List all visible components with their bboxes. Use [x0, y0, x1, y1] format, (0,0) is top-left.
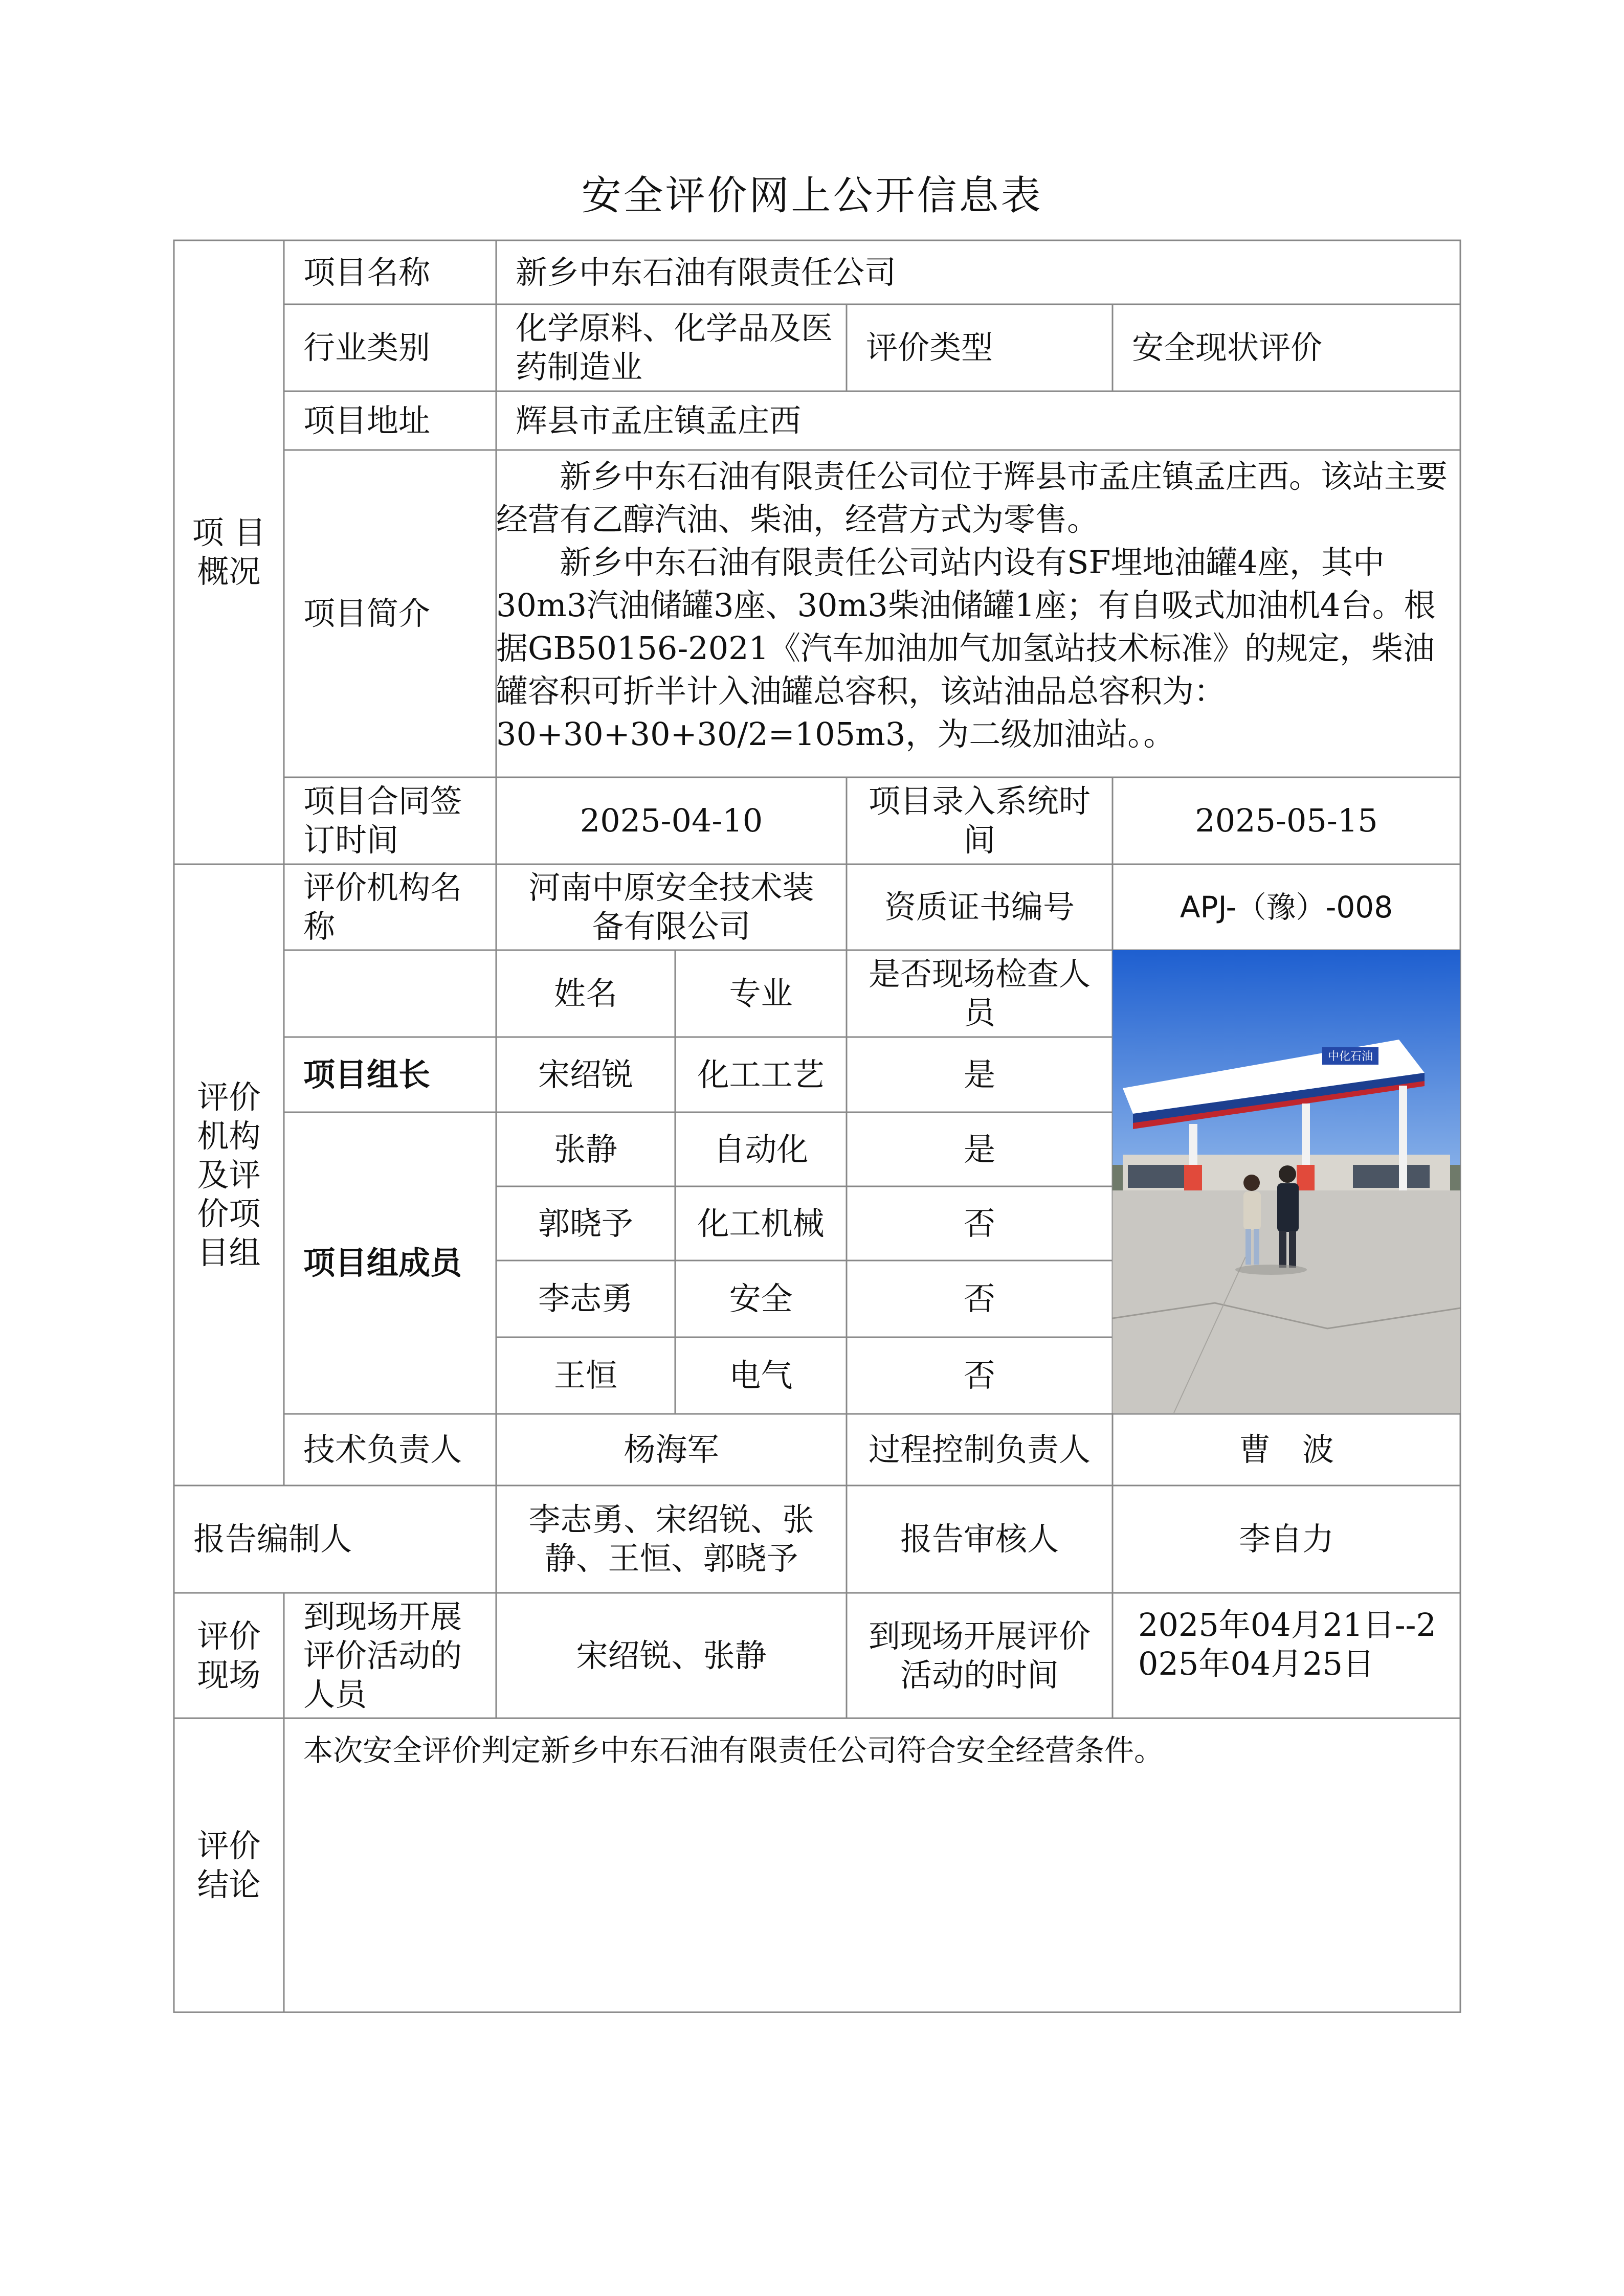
report-reviewer-label: 报告审核人 [900, 1520, 1059, 1558]
intro-text [496, 455, 1458, 756]
col-name-header: 姓名 [553, 975, 617, 1012]
address-label: 项目地址 [303, 401, 431, 439]
member-onsite: 否 [963, 1204, 995, 1242]
site-time-label: 到现场开展评价活动的时间 [868, 1617, 1091, 1694]
intro-paragraph-1: 新乡中东石油有限责任公司位于辉县市孟庄镇孟庄西。该站主要经营有乙醇汽油、柴油，经营方式为零售。 [496, 458, 1448, 538]
station-sign-text: 中化石油 [1327, 1050, 1373, 1063]
member-onsite: 否 [963, 1280, 995, 1317]
intro-paragraph-2: 新乡中东石油有限责任公司站内设有SF埋地油罐4座，其中30m3汽油储罐3座、30m3柴油储罐1座；有自吸式加油机4台。根据GB50156-2021《汽车加油加气加氢站技术标准》的规定，柴油罐容积可折半计入油罐总容积，该站油品总容积为：30+30+30+30/2=105m3，为二级加油站。。 [496, 544, 1436, 753]
page-title: 安全评价网上公开信息表 [581, 173, 1043, 219]
conclusion-text: 本次安全评价判定新乡中东石油有限责任公司符合安全经营条件。 [303, 1733, 1164, 1768]
intro-label: 项目简介 [303, 595, 431, 632]
member-major: 电气 [729, 1357, 793, 1394]
entry-label: 项目录入系统时间 [868, 782, 1091, 859]
member-name: 郭晓予 [538, 1204, 633, 1242]
cert-label: 资质证书编号 [884, 888, 1075, 926]
eval-type-value: 安全现状评价 [1132, 329, 1323, 366]
member-name: 李志勇 [538, 1280, 633, 1317]
process-lead-label: 过程控制负责人 [868, 1431, 1091, 1468]
report-author-label: 报告编制人 [193, 1520, 352, 1558]
contract-label: 项目合同签订时间 [303, 782, 462, 859]
industry-label: 行业类别 [303, 329, 431, 366]
member-onsite: 否 [963, 1357, 995, 1394]
member-major: 自动化 [713, 1130, 809, 1168]
site-section-label: 评价 现场 [197, 1617, 261, 1694]
entry-date: 2025-05-15 [1195, 802, 1378, 839]
member-major: 化工机械 [697, 1204, 825, 1242]
gas-station-photo-icon [1113, 950, 1460, 1413]
member-onsite: 是 [963, 1130, 995, 1168]
member-major: 安全 [729, 1280, 793, 1317]
eval-type-label: 评价类型 [866, 329, 993, 366]
process-lead-value: 曹 波 [1238, 1431, 1334, 1468]
members-label: 项目组成员 [303, 1244, 462, 1281]
team-site-photo [1113, 950, 1460, 1413]
col-onsite-header: 是否现场检查人员 [868, 955, 1091, 1031]
report-reviewer: 李自力 [1238, 1520, 1334, 1558]
tech-lead-value: 杨海军 [624, 1431, 719, 1468]
org-name-label: 评价机构名称 [303, 869, 462, 945]
col-major-header: 专业 [729, 975, 793, 1012]
org-section-label: 评价 机构 及评 价项 目组 [197, 1078, 261, 1271]
industry-value: 化学原料、化学品及医药制造业 [516, 309, 833, 386]
conclusion-section-label: 评价 结论 [197, 1827, 261, 1903]
project-name-label: 项目名称 [303, 253, 431, 291]
leader-name: 宋绍锐 [538, 1055, 633, 1093]
project-name-value: 新乡中东石油有限责任公司 [516, 253, 897, 291]
overview-section-label: 项 目 概况 [192, 514, 266, 590]
leader-onsite: 是 [963, 1055, 995, 1093]
report-authors: 李志勇、宋绍锐、张静、王恒、郭晓予 [528, 1501, 814, 1577]
leader-major: 化工工艺 [697, 1055, 825, 1093]
member-name: 张静 [553, 1130, 617, 1168]
member-name: 王恒 [553, 1357, 617, 1394]
tech-lead-label: 技术负责人 [303, 1431, 462, 1468]
address-value: 辉县市孟庄镇孟庄西 [516, 401, 802, 439]
site-time: 2025年04月21日--2025年04月25日 [1138, 1606, 1436, 1682]
site-people-label: 到现场开展评价活动的人员 [303, 1597, 462, 1713]
leader-label: 项目组长 [303, 1055, 431, 1093]
cert-value: APJ-（豫）-008 [1180, 890, 1393, 925]
org-name-value: 河南中原安全技术装备有限公司 [528, 869, 814, 945]
contract-date: 2025-04-10 [580, 802, 763, 839]
site-people: 宋绍锐、张静 [576, 1636, 767, 1674]
